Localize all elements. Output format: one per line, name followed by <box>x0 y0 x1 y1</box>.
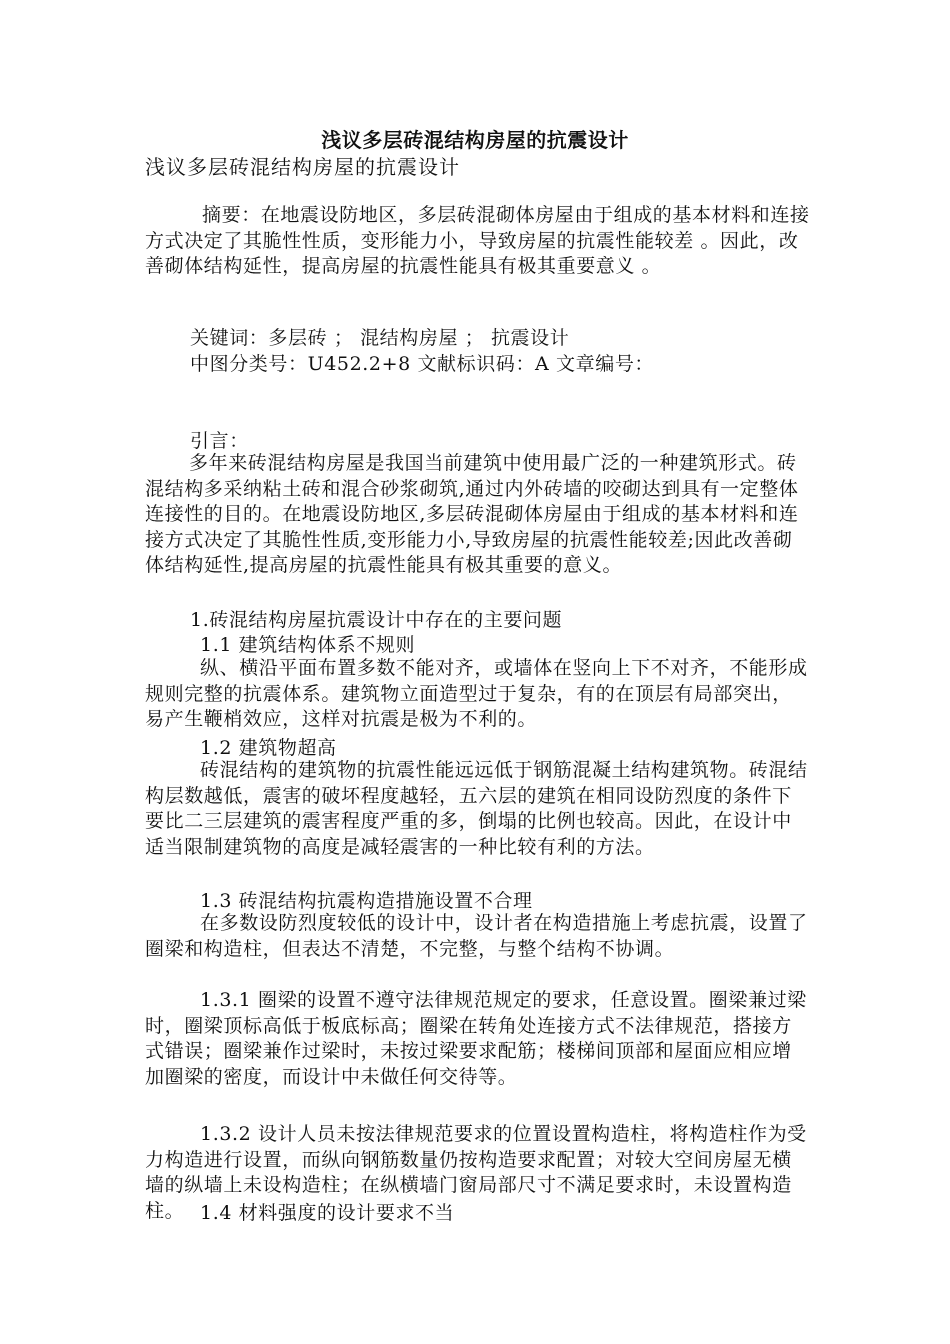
document-subtitle: 浅议多层砖混结构房屋的抗震设计 <box>145 155 460 179</box>
section-1-3-1-paragraph: 1.3.1 圈梁的设置不遵守法律规范规定的要求，任意设置。圈梁兼过梁时，圈梁顶标高低于板底标高；圈梁在转角处连接方式不法律规范，搭接方式错误；圈梁兼作过梁时，未按过梁要求配筋；楼梯间顶部和屋面应相应增加圈梁的密度，而设计中未做任何交待等。 <box>145 989 807 1088</box>
intro-heading: 引言： <box>190 430 249 452</box>
section-heading-1-1: 1.1 建筑结构体系不规则 <box>200 634 416 656</box>
section-1-2-paragraph: 砖混结构的建筑物的抗震性能远远低于钢筋混凝土结构建筑物。砖混结构层数越低，震害的破坏程度越轻，五六层的建筑在相同设防烈度的条件下要比二三层建筑的震害程度严重的多，倒塌的比例也较高。因此，在设计中适当限制建筑物的高度是减轻震害的一种比较有利的方法。 <box>145 759 808 858</box>
abstract-paragraph: 摘要：在地震设防地区，多层砖混砌体房屋由于组成的基本材料和连接方式决定了其脆性性质，变形能力小，导致房屋的抗震性能较差 。因此，改善砌体结构延性，提高房屋的抗震性能具有极其重要意义 。 <box>145 204 810 277</box>
keywords-line: 关键词：多层砖 ； 混结构房屋 ； 抗震设计 <box>190 327 570 349</box>
section-heading-1-3: 1.3 砖混结构抗震构造措施设置不合理 <box>200 890 533 912</box>
classification-line: 中图分类号：U452.2+8 文献标识码：A 文章编号： <box>190 353 655 375</box>
section-1-3-2-paragraph: 1.3.2 设计人员未按法律规范要求的位置设置构造柱，将构造柱作为受力构造进行设置，而纵向钢筋数量仍按构造要求配置；对较大空间房屋无横墙的纵墙上未设构造柱；在纵横墙门窗局部尺寸不满足要求时，未设置构造柱。 <box>145 1123 807 1222</box>
section-heading-1-4: 1.4 材料强度的设计要求不当 <box>200 1202 455 1224</box>
document-title: 浅议多层砖混结构房屋的抗震设计 <box>321 128 629 152</box>
section-1-1-paragraph: 纵、横沿平面布置多数不能对齐，或墙体在竖向上下不对齐，不能形成规则完整的抗震体系。建筑物立面造型过于复杂，有的在顶层有局部突出，易产生鞭梢效应，这样对抗震是极为不利的。 <box>145 657 808 730</box>
intro-paragraph: 多年来砖混结构房屋是我国当前建筑中使用最广泛的一种建筑形式。砖混结构多采纳粘土砖和混合砂浆砌筑,通过内外砖墙的咬砌达到具有一定整体连接性的目的。在地震设防地区,多层砖混砌体房屋由于组成的基本材料和连接方式决定了其脆性性质,变形能力小,导致房屋的抗震性能较差;因此改善砌体结构延性,提高房屋的抗震性能具有极其重要的意义。 <box>145 452 799 576</box>
section-heading-1-2: 1.2 建筑物超高 <box>200 737 337 759</box>
section-1-3-paragraph: 在多数设防烈度较低的设计中，设计者在构造措施上考虑抗震，设置了圈梁和构造柱，但表达不清楚，不完整，与整个结构不协调。 <box>145 912 808 960</box>
section-heading-1: 1.砖混结构房屋抗震设计中存在的主要问题 <box>190 609 563 631</box>
